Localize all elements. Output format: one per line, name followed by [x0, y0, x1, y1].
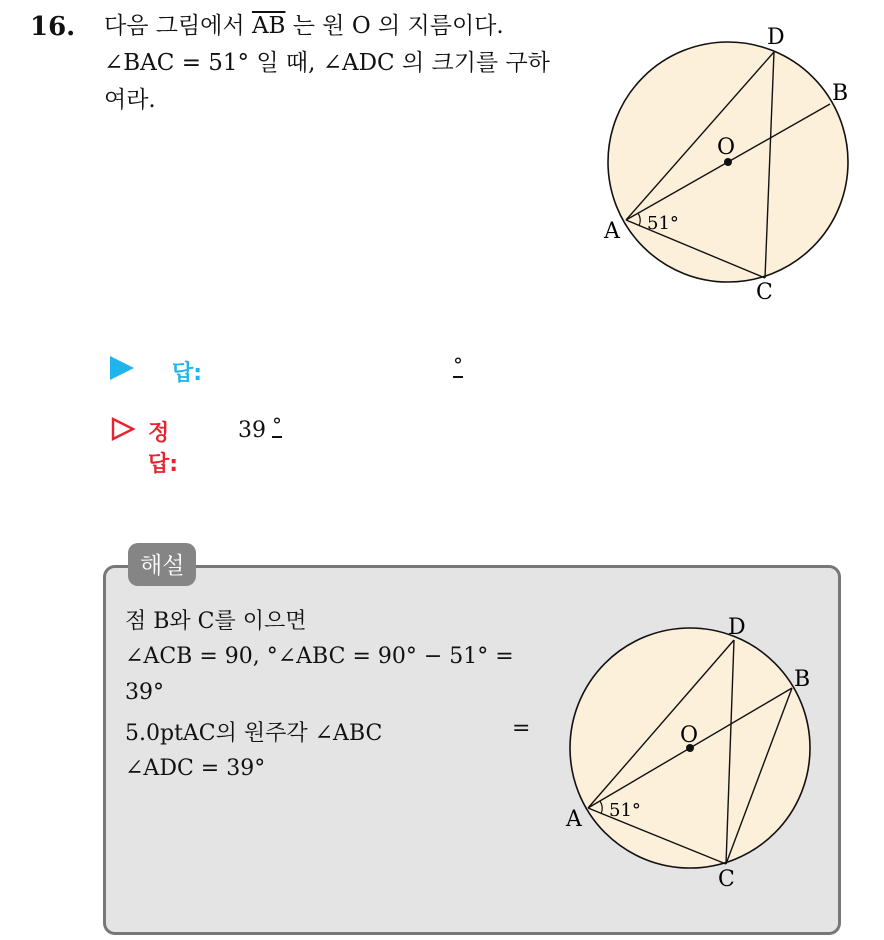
correct-answer-row [110, 413, 282, 477]
answer-label: 답: [172, 361, 203, 386]
circle-figure [592, 14, 864, 304]
solution-tag: 해설 [128, 543, 196, 586]
segment-ab: $\overline{AB}$ [251, 13, 286, 39]
correct-answer-value: 39 [238, 418, 266, 443]
play-filled-icon [110, 356, 134, 380]
question-line-1-pre: 다음 그림에서 [104, 13, 252, 39]
solution-line-5: ∠ADC = 39° [125, 756, 266, 781]
label-angle-51: 51° [647, 213, 679, 234]
play-outline-icon [110, 416, 136, 442]
solution-line-4: 5.0ptAC의 원주각 ∠ABC [125, 721, 383, 746]
label-b: B [832, 81, 849, 106]
question-line-3: 여라. [104, 87, 156, 113]
question-number: 16. [30, 12, 76, 42]
label-d: D [767, 25, 785, 50]
solution-label-a: A [566, 807, 582, 832]
correct-answer-label: 정답: [148, 421, 179, 477]
solution-label-c: C [718, 867, 735, 892]
label-o: O [717, 135, 736, 160]
question-text [104, 8, 584, 119]
solution-line-4-equals: = [512, 716, 531, 741]
label-a: A [604, 219, 620, 244]
answer-unit: ° [453, 353, 463, 377]
solution-label-b: B [794, 667, 811, 692]
solution-line-1: 점 B와 C를 이으면 [125, 609, 307, 634]
solution-line-3: 39° [125, 680, 164, 705]
correct-answer-unit: ° [272, 413, 282, 437]
answer-row [110, 353, 463, 386]
solution-label-o: O [680, 723, 699, 748]
question-line-1 [104, 8, 584, 45]
question-line-2: ∠BAC = 51° 일 때, ∠ADC 의 크기를 구하 [104, 50, 550, 76]
solution-line-2: ∠ACB = 90, °∠ABC = 90° − 51° = [125, 644, 514, 669]
label-c: C [756, 280, 773, 304]
solution-label-angle-51: 51° [609, 800, 641, 821]
solution-circle-figure [554, 604, 824, 894]
solution-label-d: D [728, 615, 746, 640]
question-line-1-post: 는 원 O 의 지름이다. [285, 13, 504, 39]
